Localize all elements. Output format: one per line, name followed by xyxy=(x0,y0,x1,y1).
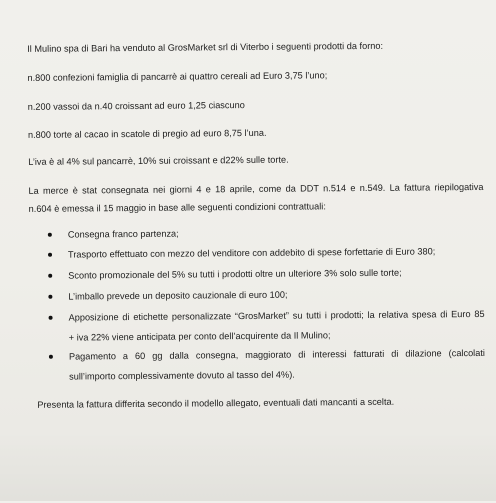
closing-instruction: Presenta la fattura differita secondo il modello allegato, eventuali dati mancanti a scelta. xyxy=(37,395,487,411)
delivery-text-line-1: La merce è stat consegnata nei giorni 4 e 18 aprile, come da DDT n.514 e n.549. La fattura riepilogativa xyxy=(28,181,483,197)
conditions-list xyxy=(0,0,494,2)
delivery-text-line-2: n.604 è emessa il 15 maggio in base alle seguenti condizioni contrattuali: xyxy=(29,199,486,215)
vat-text: L’iva è al 4% sul pancarrè, 10% sui croissant e d22% sulle torte. xyxy=(28,152,485,168)
condition-item: L’imballo prevede un deposito cauzionale di euro 100; xyxy=(68,287,484,303)
condition-item-continued: sull’importo complessivamente dovuto al tasso del 4%). xyxy=(69,367,485,383)
condition-item: Sconto promozionale del 5% su tutti i prodotti oltre un ulteriore 3% solo sulle torte; xyxy=(68,266,484,282)
condition-item: Consegna franco partenza; xyxy=(68,225,484,241)
condition-item: Trasporto effettuato con mezzo del venditore con addebito di spese forfettarie di Euro 380; xyxy=(68,245,484,261)
product-item-pancarre: n.800 confezioni famiglia di pancarrè ai quattro cereali ad Euro 3,75 l’uno; xyxy=(27,68,484,84)
product-item-croissant: n.200 vassoi da n.40 croissant ad euro 1,25 ciascuno xyxy=(28,97,485,113)
bullet-icon xyxy=(49,355,53,359)
condition-item: Apposizione di etichette personalizzate “GrosMarket” su tutti i prodotti; la relativa spesa di Euro 85 xyxy=(69,308,485,324)
bullet-icon xyxy=(48,233,52,237)
product-item-torte: n.800 torte al cacao in scatole di pregio ad euro 8,75 l’una. xyxy=(28,125,485,141)
condition-item-continued: + iva 22% viene anticipata per conto dell’acquirente da Il Mulino; xyxy=(69,328,485,344)
bullet-icon xyxy=(49,316,53,320)
bullet-icon xyxy=(48,274,52,278)
intro-text: Il Mulino spa di Bari ha venduto al GrosMarket srl di Viterbo i seguenti prodotti da forno: xyxy=(27,39,484,55)
paper-shading xyxy=(0,431,496,501)
bullet-icon xyxy=(48,253,52,257)
condition-item: Pagamento a 60 gg dalla consegna, maggiorato di interessi fatturati di dilazione (calcolati xyxy=(69,347,485,363)
bullet-icon xyxy=(48,295,52,299)
